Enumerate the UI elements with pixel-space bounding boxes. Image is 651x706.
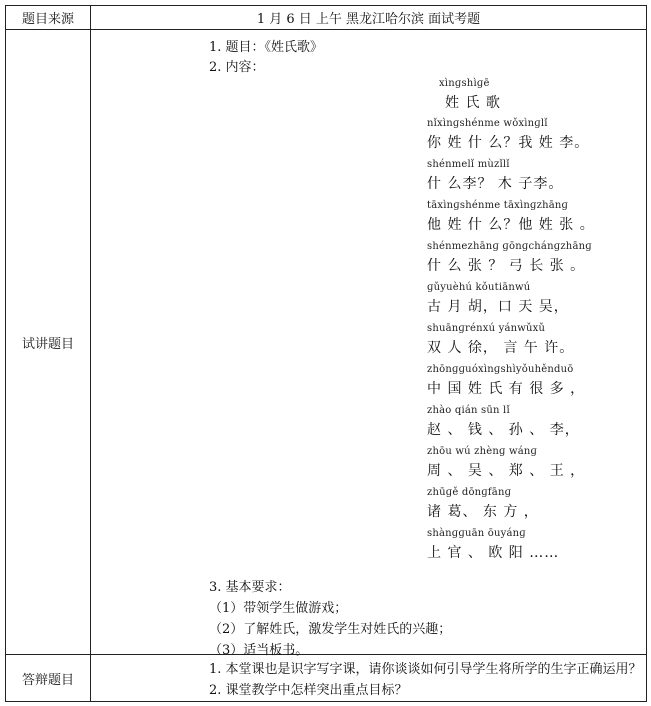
defense-question: 1. 本堂课也是识字写字课，请你谈谈如何引导学生将所学的生字正确运用？ — [209, 662, 642, 677]
poem-line — [427, 200, 651, 241]
poem-pinyin: nǐxìnɡshénme wǒxìnɡlǐ — [427, 118, 548, 129]
poem-pinyin: ɡǔyuèhú kǒutiānwú — [427, 282, 531, 293]
poem-line — [427, 323, 651, 364]
requirement-item: （1）带领学生做游戏； — [209, 601, 348, 616]
poem-hanzi: 古 月 胡，口 天 吴， — [427, 299, 569, 315]
defense-question: 2. 课堂教学中怎样突出重点目标？ — [209, 683, 408, 698]
defense-label: 答辩题目 — [6, 655, 91, 702]
poem-hanzi: 你 姓 什 么？我 姓 李。 — [427, 135, 590, 151]
defense-content — [91, 655, 647, 702]
poem-line — [427, 364, 651, 405]
poem-line — [427, 487, 651, 528]
lecture-content — [91, 30, 647, 658]
poem-line — [427, 159, 651, 200]
requirement-item: （3）适当板书。 — [209, 643, 309, 658]
poem-hanzi: 周 、 吴 、 郑 、 王 ， — [427, 463, 586, 479]
poem-pinyin: shànɡɡuān ōuyánɡ — [427, 528, 526, 539]
lecture-topic: 1. 题目：《姓氏歌》 — [209, 40, 324, 55]
source-label: 题目来源 — [6, 6, 91, 30]
poem-line — [427, 282, 651, 323]
poem-hanzi: 什 么李？ 木 子李。 — [427, 176, 564, 192]
poem-hanzi: 上 官 、 欧 阳 …… — [427, 545, 560, 561]
poem-pinyin: shénmezhānɡ ɡōnɡchánɡzhānɡ — [427, 241, 592, 252]
poem-line — [427, 528, 651, 569]
requirements-title: 3. 基本要求： — [209, 580, 291, 595]
poem-pinyin: xìnɡshìɡē — [439, 78, 490, 89]
poem-hanzi: 姓 氏 歌 — [445, 95, 501, 111]
poem-line — [427, 405, 651, 446]
exam-sheet-table — [5, 5, 647, 702]
poem-hanzi: 双 人 徐， 言 午 许。 — [427, 340, 575, 356]
poem-pinyin: tāxìnɡshénme tāxìnɡzhānɡ — [427, 200, 569, 211]
poem-line — [427, 446, 651, 487]
poem-hanzi: 中 国 姓 氏 有 很 多 ， — [427, 381, 586, 397]
defense-row — [6, 655, 647, 702]
poem-hanzi: 什 么 张 ？ 弓 长 张 。 — [427, 258, 586, 274]
poem-pinyin: zhūɡě dōnɡfānɡ — [427, 487, 512, 498]
poem-hanzi: 诸 葛、 东 方 ， — [427, 504, 539, 520]
lecture-row — [6, 30, 647, 655]
poem — [427, 78, 651, 569]
poem-line — [427, 118, 651, 159]
poem-pinyin: zhōnɡɡuóxìnɡshìyǒuhěnduō — [427, 364, 574, 375]
lecture-label: 试讲题目 — [6, 30, 91, 655]
header-row — [6, 6, 647, 30]
poem-hanzi: 他 姓 什 么？他 姓 张 。 — [427, 217, 595, 233]
source-value: 1 月 6 日 上午 黑龙江哈尔滨 面试考题 — [91, 6, 647, 30]
content-label: 2. 内容： — [209, 60, 265, 75]
poem-pinyin: shuānɡrénxú yánwǔxǔ — [427, 323, 546, 334]
poem-line — [427, 241, 651, 282]
requirement-item: （2）了解姓氏，激发学生对姓氏的兴趣； — [209, 622, 452, 637]
poem-hanzi: 赵 、 钱 、 孙 、 李， — [427, 422, 580, 438]
poem-pinyin: shénmelǐ mùzǐlǐ — [427, 159, 510, 170]
poem-pinyin: zhōu wú zhènɡ wánɡ — [427, 446, 538, 457]
poem-pinyin: zhào qián sūn lǐ — [427, 405, 510, 416]
poem-line — [427, 78, 651, 118]
